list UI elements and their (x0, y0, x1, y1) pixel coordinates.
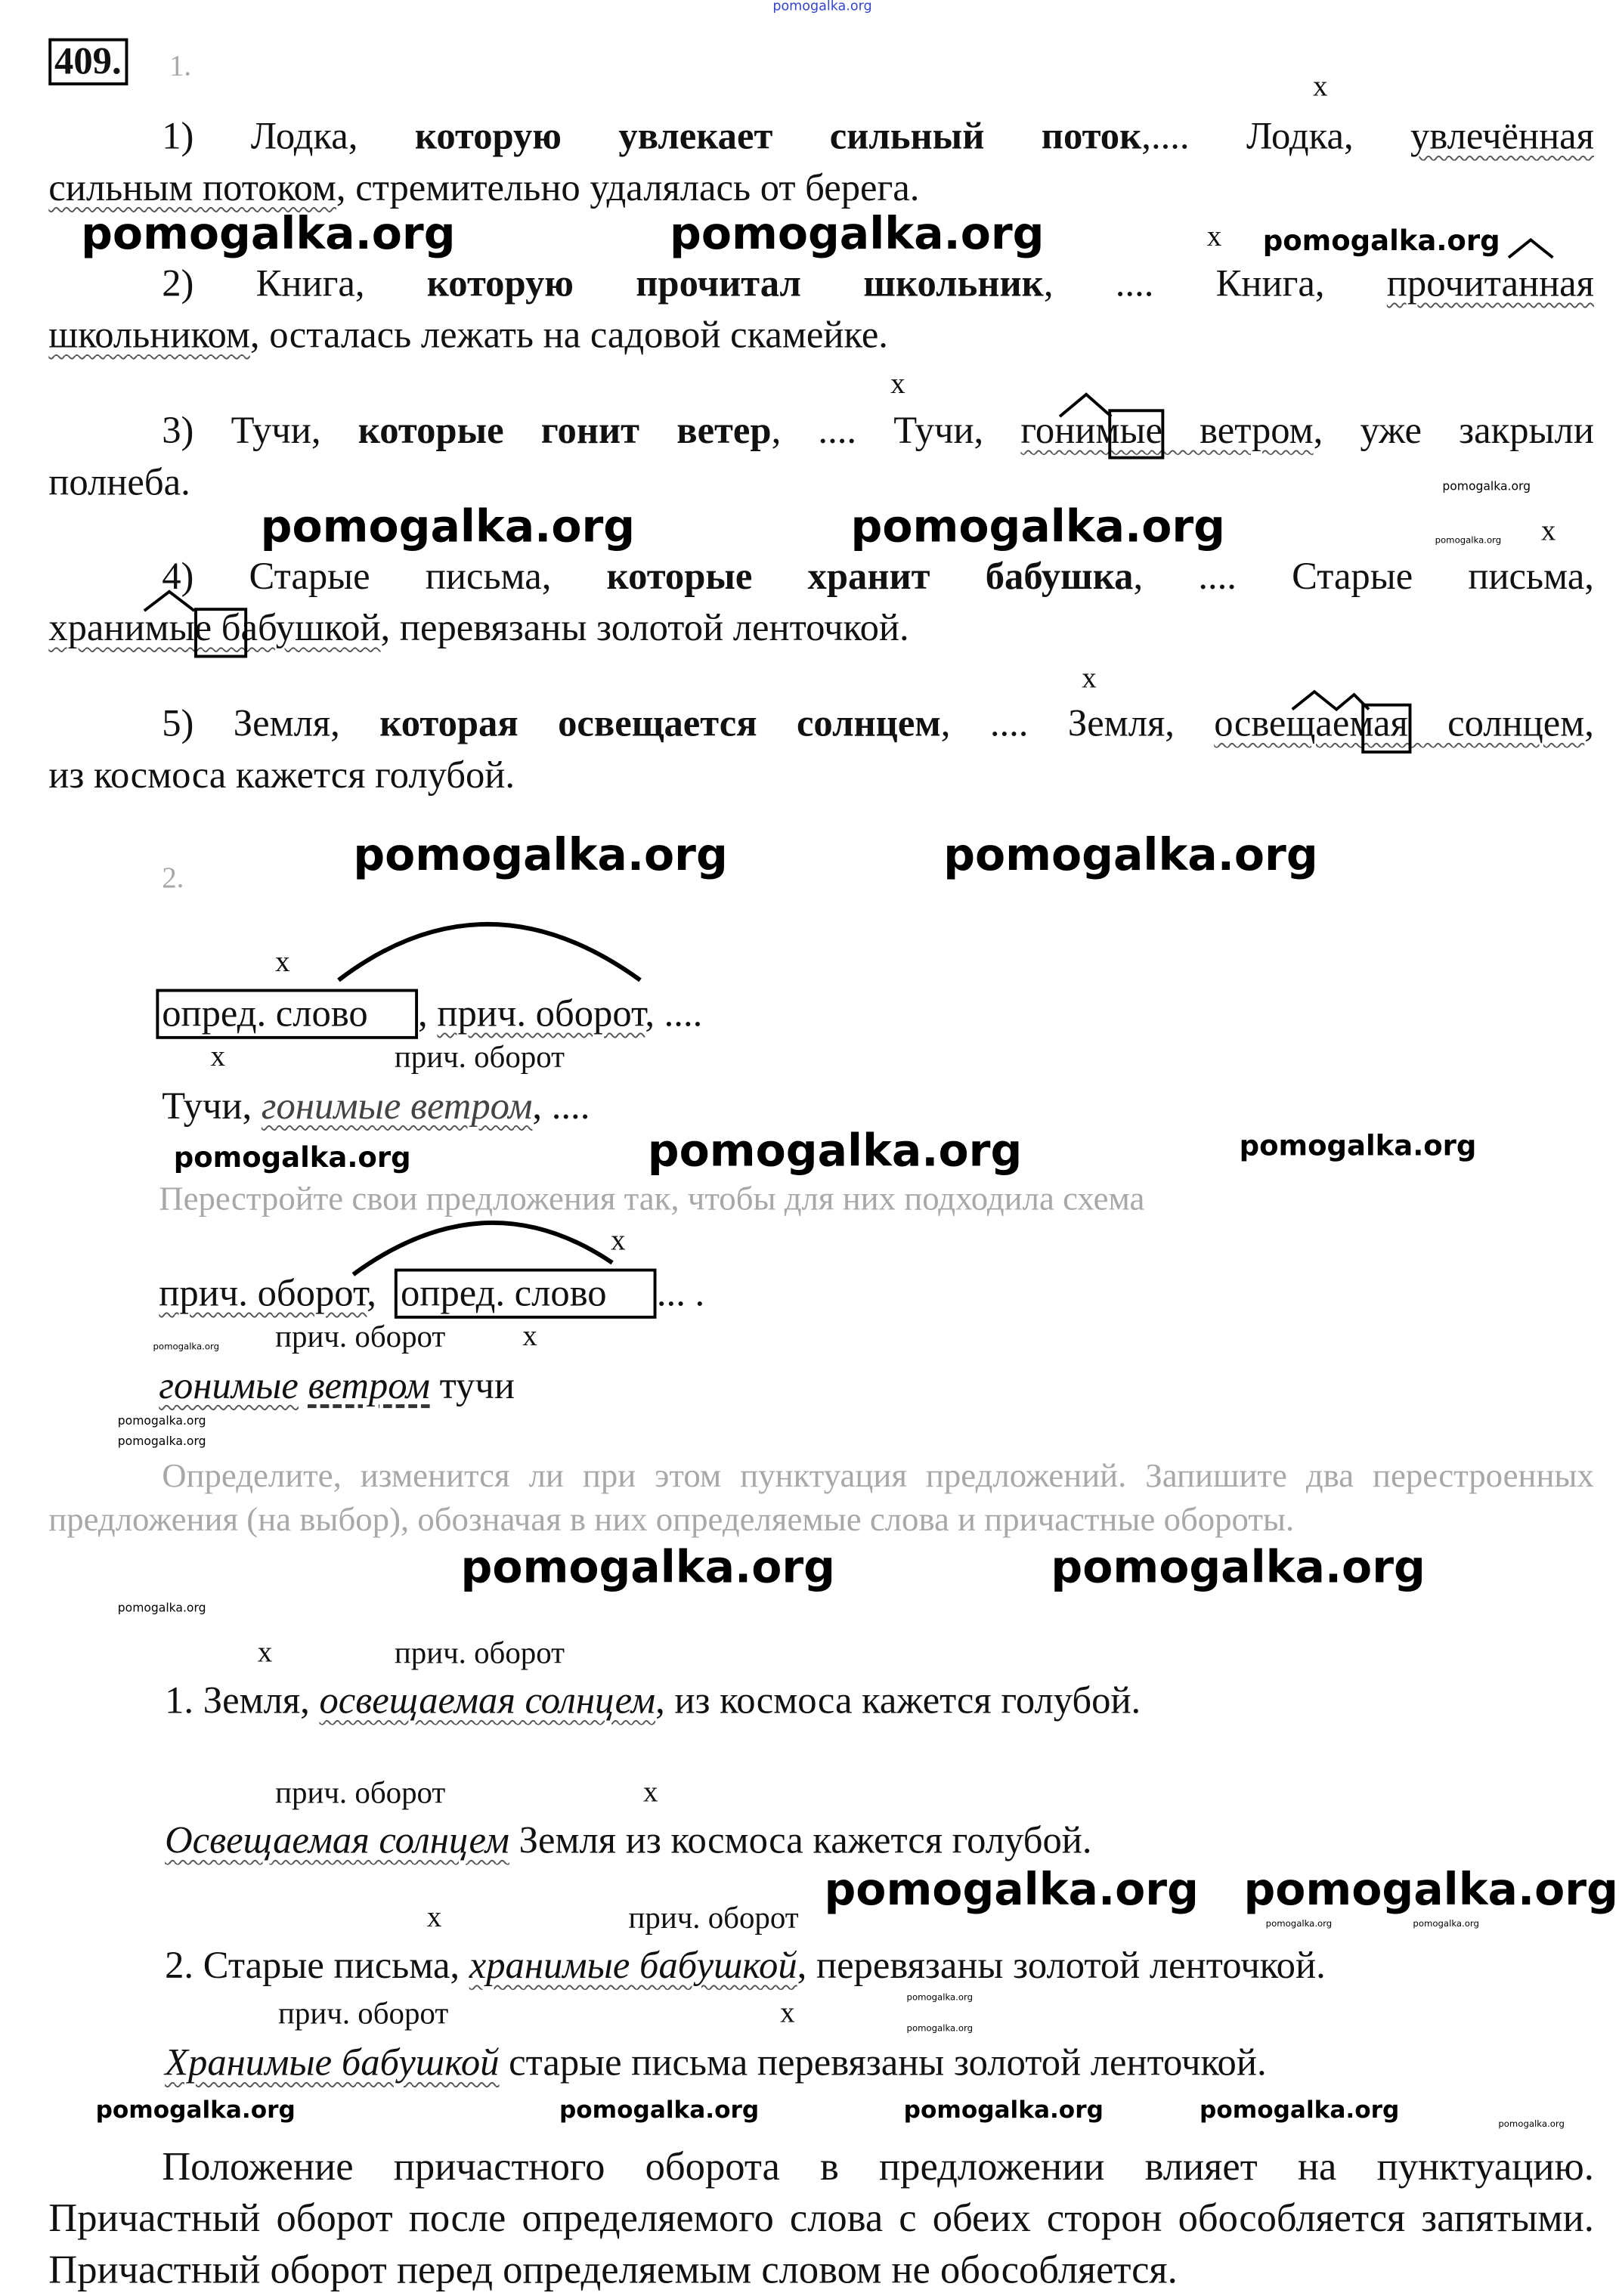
defined-word-box: опред. слово (395, 1269, 657, 1319)
example-2: гонимые ветром тучи (159, 1364, 515, 1407)
watermark: pomogalka.org (1435, 535, 1502, 546)
watermark: pomogalka.org (850, 502, 1226, 554)
sentence-4: 4) Старые письма, которые хранит бабушка, .... Старые письма, (162, 555, 1594, 598)
scheme-1: опред. слово , прич. оборот, .... (156, 989, 702, 1039)
sentence-1: 1) Лодка, которую увлекает сильный поток,.... Лодка, увлечённая (162, 114, 1594, 158)
sentence-3-line2: полнеба. (48, 460, 190, 503)
defined-word-box: опред. слово (156, 989, 418, 1039)
sentence-3: 3) Тучи, которые гонит ветер, .... Тучи, гонимые ветром, уже закрыли (162, 409, 1594, 452)
answer-2: 2. Старые письма, хранимые бабушкой, перевязаны золотой ленточкой. (165, 1944, 1326, 1987)
answer-2-rebuilt: Хранимые бабушкой старые письма перевязаны золотой ленточкой. (165, 2041, 1267, 2084)
sentence-5: 5) Земля, которая освещается солнцем, .... Земля, освещаемая солнцем, (162, 701, 1594, 745)
sentence-2: 2) Книга, которую прочитал школьник, .... Книга, прочитанная (162, 261, 1594, 305)
mark-x: x (1540, 515, 1556, 548)
phrase-label: прич. оборот (275, 1318, 446, 1354)
task-number: 409. (48, 39, 127, 85)
watermark: pomogalka.org (81, 209, 456, 261)
watermark: pomogalka.org (647, 1125, 1023, 1177)
watermark: pomogalka.org (1200, 2095, 1400, 2124)
watermark: pomogalka.org (1265, 1919, 1333, 1929)
watermark: pomogalka.org (173, 1142, 411, 1174)
part2-label: 2. (162, 862, 184, 895)
mark-x: x (522, 1320, 537, 1353)
answer-1: 1. Земля, освещаемая солнцем, из космоса кажется голубой. (165, 1679, 1141, 1722)
watermark: pomogalka.org (117, 1434, 206, 1449)
phrase-label: прич. оборот (394, 1635, 565, 1671)
mark-x: x (780, 1997, 795, 2030)
mark-x: x (426, 1901, 442, 1934)
sentence-2-line2: школьником, осталась лежать на садовой скамейке. (48, 313, 888, 357)
mark-x: x (210, 1040, 225, 1073)
example-1: Тучи, гонимые ветром, .... (162, 1085, 590, 1128)
mark-x: x (257, 1636, 273, 1669)
phrase-label: прич. оборот (628, 1899, 799, 1936)
mark-x: x (1312, 70, 1328, 104)
watermark: pomogalka.org (1498, 2119, 1565, 2130)
mark-x: x (1082, 662, 1097, 695)
sentence-4-line2: хранимые бабушкой, перевязаны золотой ленточкой. (48, 606, 909, 649)
watermark: pomogalka.org (260, 502, 636, 554)
watermark: pomogalka.org (1442, 479, 1531, 494)
watermark: pomogalka.org (906, 2023, 974, 2035)
part1-label: 1. (169, 50, 192, 83)
root-mark (144, 592, 194, 611)
watermark: pomogalka.org (460, 1542, 835, 1594)
phrase-label: прич. оборот (394, 1038, 565, 1075)
watermark: pomogalka.org (117, 1414, 206, 1428)
watermark: pomogalka.org (903, 2095, 1104, 2124)
watermark: pomogalka.org (824, 1864, 1199, 1917)
watermark: pomogalka.org (95, 2095, 296, 2124)
root-mark (1509, 240, 1552, 257)
root-mark (1060, 395, 1111, 416)
mark-x: x (642, 1776, 658, 1809)
watermark: pomogalka.org (943, 830, 1318, 882)
mark-x: x (1206, 221, 1222, 253)
watermark: pomogalka.org (1262, 224, 1500, 258)
watermark: pomogalka.org (117, 1601, 206, 1615)
watermark: pomogalka.org (772, 0, 872, 15)
conclusion: Положение причастного оборота в предложении влияет на пунктуацию. Причастный оборот после определяемого слова с обеих сторон обособляется запятыми. Причастный оборот перед определяемым словом не обособляется. (48, 2144, 1594, 2291)
watermark: pomogalka.org (1239, 1130, 1477, 1163)
watermark: pomogalka.org (1051, 1542, 1426, 1594)
watermark: pomogalka.org (1413, 1919, 1479, 1929)
scheme-arc (353, 1223, 612, 1274)
watermark: pomogalka.org (559, 2095, 760, 2124)
phrase-label: прич. оборот (278, 1995, 449, 2031)
scheme-2: прич. оборот, опред. слово ... . (159, 1269, 704, 1319)
watermark: pomogalka.org (906, 1992, 974, 2004)
mark-x: x (611, 1224, 626, 1257)
mark-x: x (890, 367, 905, 401)
sentence-1-line2: сильным потоком, стремительно удалялась от берега. (48, 166, 920, 209)
answer-1-rebuilt: Освещаемая солнцем Земля из космоса кажется голубой. (165, 1818, 1092, 1862)
sentence-5-line2: из космоса кажется голубой. (48, 753, 515, 797)
watermark: pomogalka.org (670, 209, 1045, 261)
phrase-label: прич. оборот (275, 1775, 446, 1811)
instruction-1: Перестройте свои предложения так, чтобы для них подходила схема (159, 1180, 1145, 1218)
watermark: pomogalka.org (353, 830, 728, 882)
watermark: pomogalka.org (153, 1341, 220, 1353)
instruction-2: Определите, изменится ли при этом пунктуация предложений. Запишите два перестроенных предложения (на выбор), обозначая в них определяемые слова и причастные обороты. (48, 1456, 1594, 1538)
scheme-arc (339, 924, 640, 980)
watermark: pomogalka.org (1243, 1864, 1618, 1917)
root-mark (1292, 692, 1369, 709)
mark-x: x (275, 946, 290, 979)
